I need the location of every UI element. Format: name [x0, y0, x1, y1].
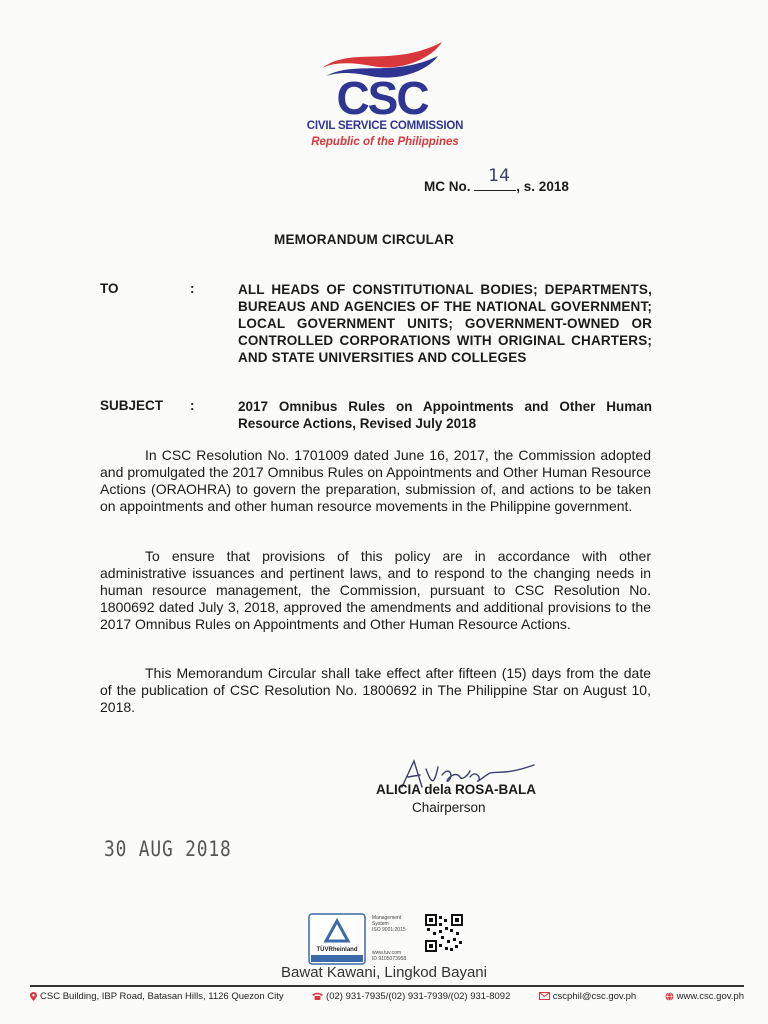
- qr-code: [425, 914, 463, 952]
- footer-address: CSC Building, IBP Road, Batasan Hills, 1126 Quezon City: [30, 991, 284, 1002]
- tuv-certification-badge: [308, 913, 366, 965]
- email-icon: [539, 992, 550, 1000]
- to-colon: :: [190, 281, 195, 296]
- document-title: MEMORANDUM CIRCULAR: [274, 232, 455, 247]
- org-subtitle: Republic of the Philippines: [311, 136, 459, 148]
- certification-web-text: www.tuv.com ID 9105073958: [372, 950, 407, 962]
- motto: Bawat Kawani, Lingkod Bayani: [281, 964, 487, 981]
- phone-icon: [312, 992, 323, 1000]
- globe-icon: [665, 992, 674, 1001]
- mc-label: MC No.: [424, 179, 471, 194]
- footer-website[interactable]: www.csc.gov.ph: [665, 991, 744, 1002]
- mc-number: 14: [488, 166, 510, 186]
- footer-divider: [30, 985, 744, 987]
- logo-text: CSC: [336, 72, 428, 124]
- subject-label: SUBJECT: [100, 398, 164, 413]
- to-recipients: ALL HEADS OF CONSTITUTIONAL BODIES; DEPARTMENTS, BUREAUS AND AGENCIES OF THE NATIONAL GOVERNMENT; LOCAL GOVERNMENT UNITS; GOVERNMENT-OWNED OR CONTROLLED CORPORATIONS WITH ORIGINAL CHARTERS; AND STATE UNIVERSITIES AND COLLEGES: [238, 282, 652, 365]
- footer-contact-bar: [30, 988, 744, 1004]
- footer-email[interactable]: cscphil@csc.gov.ph: [539, 991, 636, 1002]
- signatory-position: Chairperson: [412, 800, 486, 815]
- footer-phone: (02) 931-7935/(02) 931-7939/(02) 931-8092: [312, 991, 510, 1002]
- body-paragraph-1: In CSC Resolution No. 1701009 dated June 16, 2017, the Commission adopted and promulgated the 2017 Omnibus Rules on Appointments and Other Human Resource Actions (ORAOHRA) to govern the preparation, submission of, and actions to be taken on appointments and other human resource movements in the Philippine government.: [100, 447, 651, 514]
- mc-number-blank: [474, 166, 516, 191]
- mc-series: s. 2018: [523, 179, 569, 194]
- location-pin-icon: [30, 992, 37, 1001]
- signatory-name: ALICIA dela ROSA-BALA: [376, 782, 537, 797]
- mc-number-line: MC No. 14 , s. 2018: [424, 166, 569, 194]
- date-stamp: 30 AUG 2018: [104, 837, 232, 861]
- body-paragraph-3: This Memorandum Circular shall take effect after fifteen (15) days from the date of the publication of CSC Resolution No. 1800692 in The Philippine Star on August 10, 2018.: [100, 665, 651, 715]
- subject-colon: :: [190, 398, 195, 413]
- org-name: CIVIL SERVICE COMMISSION: [306, 120, 464, 132]
- body-paragraph-2: To ensure that provisions of this policy are in accordance with other administrative issuances and pertinent laws, and to respond to the changing needs in human resource management, the Commission, pursuant to CSC Resolution No. 1800692 dated July 3, 2018, approved the amendments and additional provisions to the 2017 Omnibus Rules on Appointments and Other Human Resource Actions.: [100, 548, 651, 632]
- to-label: TO: [100, 281, 119, 296]
- tuv-badge-text: TÜVRheinland: [316, 947, 358, 953]
- subject-text: 2017 Omnibus Rules on Appointments and Other Human Resource Actions, Revised July 2018: [238, 399, 652, 431]
- management-system-text: Management System ISO 9001:2015: [372, 915, 406, 933]
